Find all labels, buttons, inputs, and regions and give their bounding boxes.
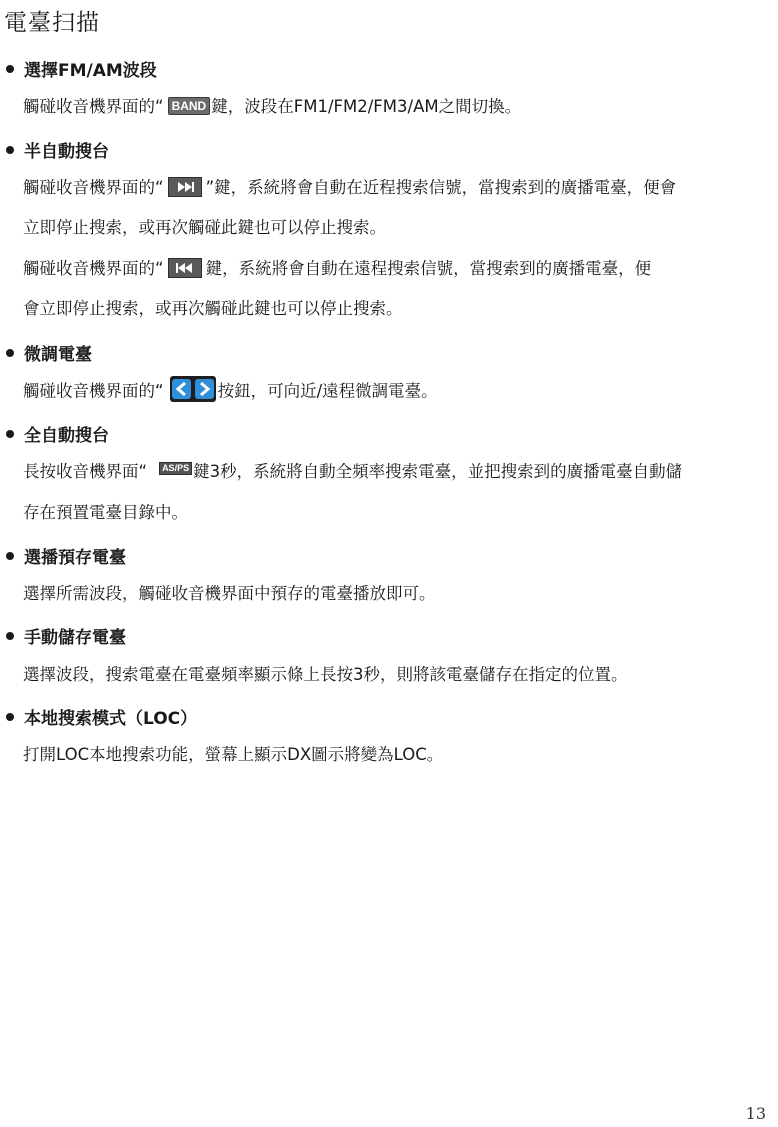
section-heading-semi-auto: [6, 137, 109, 162]
line-text: 觸碰收音機界面的“: [23, 381, 164, 401]
body-line: 選擇所需波段，觸碰收音機界面中預存的電臺播放即可。: [23, 584, 436, 603]
line-text: 觸碰收音機界面的“: [23, 178, 164, 197]
heading-text: 微調電臺: [24, 345, 92, 365]
section-heading-loc-mode: [6, 704, 197, 729]
body-line: [23, 96, 521, 118]
bullet-icon: [6, 430, 14, 438]
body-line: 選擇波段，搜索電臺在電臺頻率顯示條上長按3秒，則將該電臺儲存在指定的位置。: [23, 665, 628, 684]
body-line: 立即停止搜索，或再次觸碰此鍵也可以停止搜索。: [23, 218, 386, 237]
as-ps-button-icon: AS/PS: [159, 462, 192, 475]
line-text: ”鍵，系統將會自動在近程搜索信號，當搜索到的廣播電臺，便會: [205, 178, 677, 197]
heading-text: 手動儲存電臺: [24, 628, 126, 648]
bullet-icon: [6, 65, 14, 73]
body-line: [23, 379, 438, 405]
line-text: 長按收音機界面“: [23, 462, 148, 481]
seek-backward-icon: [168, 258, 202, 278]
body-line: 存在預置電臺目錄中。: [23, 503, 188, 522]
heading-text: 全自動搜台: [24, 426, 109, 446]
body-line: 打開LOC本地搜索功能，螢幕上顯示DX圖示將變為LOC。: [23, 745, 444, 764]
body-line: [23, 461, 682, 483]
heading-text: 選播預存電臺: [24, 548, 126, 568]
bullet-icon: [6, 349, 14, 357]
tune-arrows-icon: [170, 376, 216, 402]
seek-forward-icon: [168, 177, 202, 197]
line-text: 鍵，系統將會自動在遠程搜索信號，當搜索到的廣播電臺，便: [205, 259, 652, 278]
line-text: 按鈕，可向近/遠程微調電臺。: [217, 381, 438, 401]
page-title: 電臺扫描: [4, 10, 100, 36]
line-text: 觸碰收音機界面的“: [23, 259, 164, 278]
section-heading-full-auto: [6, 421, 109, 446]
section-heading-band: [6, 56, 157, 81]
heading-text: 本地搜索模式（LOC）: [24, 709, 198, 729]
body-line: 會立即停止搜索，或再次觸碰此鍵也可以停止搜索。: [23, 299, 403, 318]
body-line: [23, 177, 676, 199]
bullet-icon: [6, 552, 14, 560]
bullet-icon: [6, 713, 14, 721]
line-text: 鍵3秒，系統將自動全頻率搜索電臺，並把搜索到的廣播電臺自動儲: [193, 462, 683, 481]
band-button-icon: BAND: [168, 97, 211, 115]
page-number: 13: [745, 1104, 766, 1123]
section-heading-fine-tune: [6, 340, 92, 365]
heading-text: 半自動搜台: [24, 142, 109, 162]
bullet-icon: [6, 632, 14, 640]
body-line: [23, 258, 651, 280]
bullet-icon: [6, 146, 14, 154]
heading-text: 選擇FM/AM波段: [24, 61, 157, 81]
section-heading-preset-play: [6, 543, 126, 568]
line-text: 觸碰收音機界面的“: [23, 97, 164, 116]
line-text: 鍵，波段在FM1/FM2/FM3/AM之間切換。: [211, 97, 522, 116]
section-heading-manual-store: [6, 623, 126, 648]
